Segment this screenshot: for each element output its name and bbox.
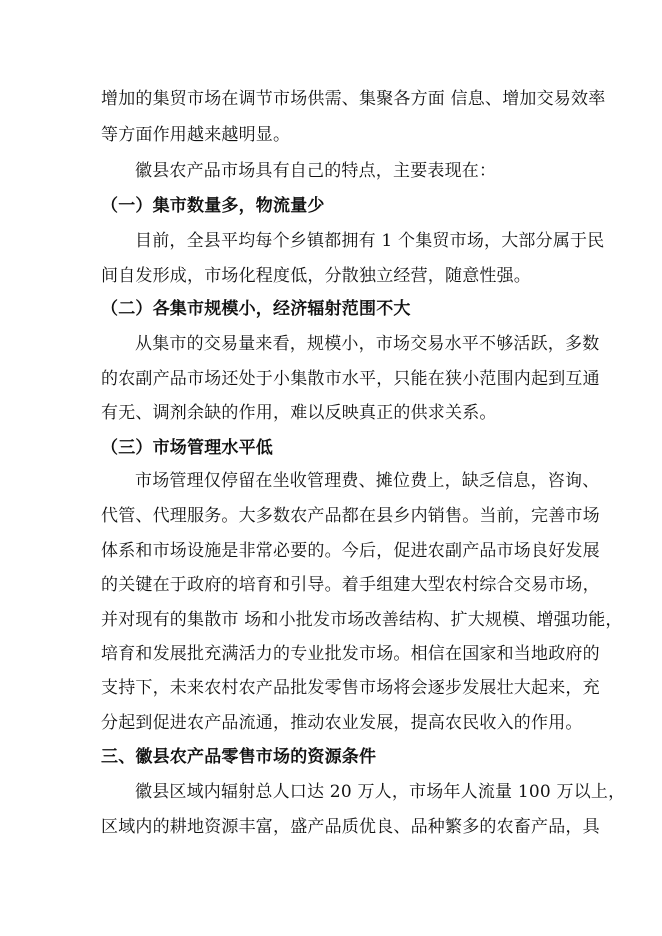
text-line: 培育和发展批充满活力的专业批发市场。相信在国家和当地政府的 (101, 644, 600, 664)
text-line: 区域内的耕地资源丰富，盛产品质优良、品种繁多的农畜产品，具 (101, 817, 600, 837)
section-heading: （三）市场管理水平低 (101, 438, 273, 458)
text-line: 等方面作用越来越明显。 (101, 125, 291, 145)
section-heading: （一）集市数量多，物流量少 (101, 196, 325, 216)
text-line: 并对现有的集散市 场和小批发市场改善结构、扩大规模、增强功能， (101, 610, 623, 630)
text-line: 的关键在于政府的培育和引导。着手组建大型农村综合交易市场， (101, 575, 600, 595)
text-line: 代管、代理服务。大多数农产品都在县乡内销售。当前，完善市场 (101, 506, 600, 526)
text-line: 支持下，未来农村农产品批发零售市场将会逐步发展壮大起来，充 (101, 678, 600, 698)
text-line: 增加的集贸市场在调节市场供需、集聚各方面 信息、增加交易效率 (101, 89, 606, 109)
text-line: 从集市的交易量来看，规模小，市场交易水平不够活跃，多数 (135, 334, 600, 354)
text-line: 体系和市场设施是非常必要的。今后，促进农副产品市场良好发展 (101, 541, 600, 561)
text-line: 目前，全县平均每个乡镇都拥有 1 个集贸市场，大部分属于民 (135, 231, 605, 251)
text-line: 分起到促进农产品流通，推动农业发展，提高农民收入的作用。 (101, 713, 583, 733)
text-line: 有无、调剂余缺的作用，难以反映真正的供求关系。 (101, 403, 497, 423)
text-line: 徽县区域内辐射总人口达 20 万人，市场年人流量 100 万以上， (135, 782, 626, 802)
text-line: 市场管理仅停留在坐收管理费、摊位费上，缺乏信息，咨询、 (135, 471, 600, 491)
text-line: 的农副产品市场还处于小集散市水平，只能在狭小范围内起到互通 (101, 369, 600, 389)
text-line: 间自发形成，市场化程度低，分散独立经营，随意性强。 (101, 266, 531, 286)
section-heading: （二）各集市规模小，经济辐射范围不大 (101, 299, 411, 319)
text-line: 徽县农产品市场具有自己的特点，主要表现在： (135, 161, 497, 181)
section-heading: 三、徽县农产品零售市场的资源条件 (101, 747, 377, 767)
